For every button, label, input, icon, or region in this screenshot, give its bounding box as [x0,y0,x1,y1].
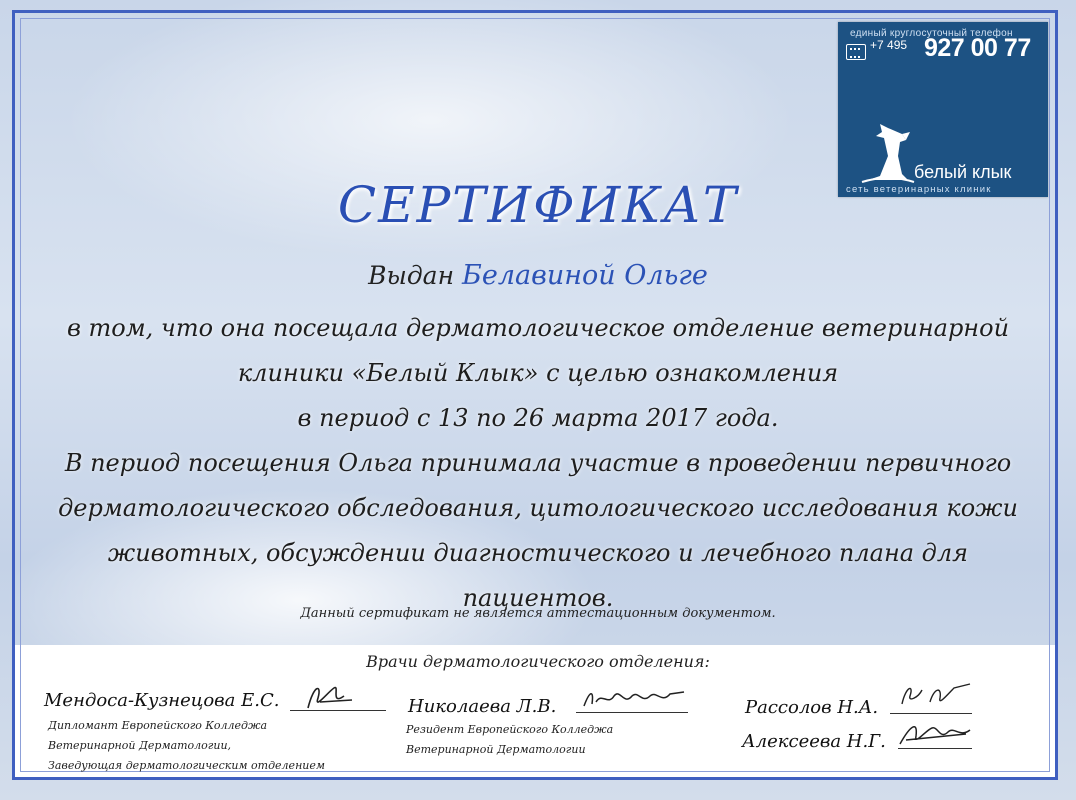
phone-caption: единый круглосуточный телефон [850,28,1013,39]
phone-number: 927 00 77 [924,34,1031,62]
doctor-name: Мендоса-Кузнецова Е.С. [44,690,280,711]
doctor-name: Николаева Л.В. [408,696,557,717]
body-line: пациентов. [462,584,614,612]
signature-scribble [300,680,360,714]
credential-line: Дипломант Европейского Колледжа [48,719,268,732]
doctor-name: Рассолов Н.А. [745,697,879,718]
doctor-credentials [406,720,613,760]
doctor-credentials [48,716,325,776]
body-line: животных, обсуждении диагностического и лечебного плана для [107,539,969,567]
credential-line: Заведующая дерматологическим отделением [48,759,326,772]
issued-prefix: Выдан [368,261,455,290]
doctors-heading: Врачи дерматологического отделения: [366,652,710,671]
recipient-name: Белавиной Ольге [462,260,708,291]
credential-line: Ветеринарной Дерматологии, [48,739,232,752]
brand-name: белый клык [914,162,1012,182]
body-line: в том, что она посещала дерматологическое отделение ветеринарной [66,314,1010,342]
phone-code: +7 495 [870,38,908,52]
certificate-title: СЕРТИФИКАТ [337,176,739,234]
body-line: клиники «Белый Клык» с целью ознакомления [237,359,839,387]
issued-line [0,260,1076,291]
body-line: дерматологического обследования, цитологического исследования кожи [58,494,1018,522]
clinic-logo [838,22,1048,197]
calculator-phone-icon [846,44,866,60]
dog-icon [858,122,918,184]
signature-line [890,713,972,714]
brand-subtitle: сеть ветеринарных клиник [846,184,992,195]
signature-scribble [896,716,976,750]
disclaimer-note: Данный сертификат не является аттестационным документом. [300,606,776,621]
credential-line: Резидент Европейского Колледжа [406,723,614,736]
doctor-name: Алексеева Н.Г. [742,731,886,752]
body-line: в период с 13 по 26 марта 2017 года. [297,404,779,432]
body-line: В период посещения Ольга принимала участие в проведении первичного [64,449,1012,477]
certificate-body [40,306,1036,621]
signature-scribble [580,684,690,714]
credential-line: Ветеринарной Дерматологии [406,743,586,756]
signature-scribble [896,680,976,710]
